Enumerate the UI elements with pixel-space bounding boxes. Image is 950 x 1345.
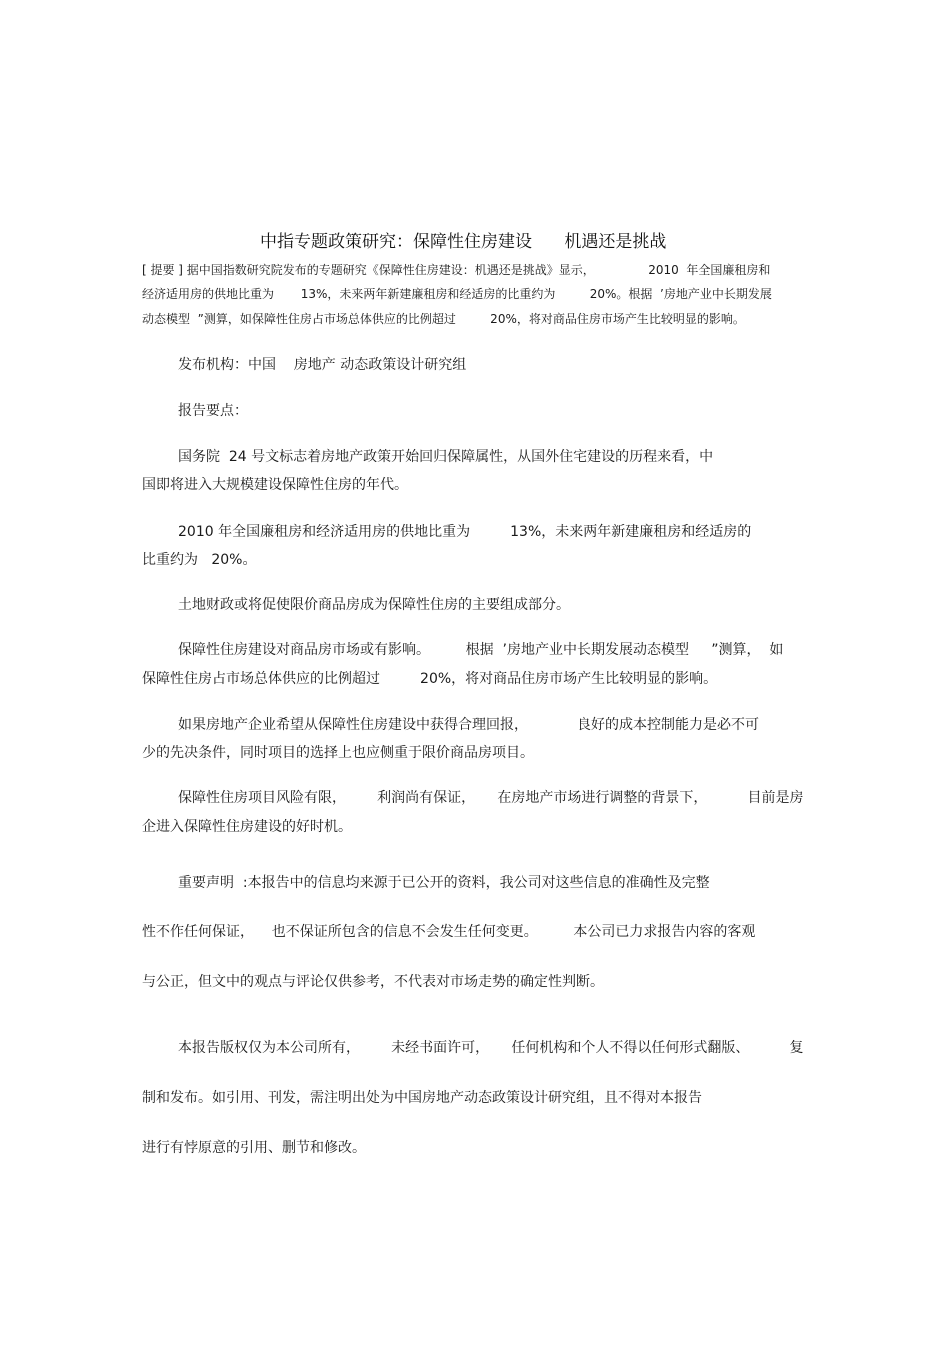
publisher-line: 发布机构：中国 房地产 动态政策设计研究组 bbox=[178, 357, 467, 373]
key-points-heading: 报告要点： bbox=[178, 403, 248, 419]
page-title: 中指专题政策研究：保障性住房建设 机遇还是挑战 bbox=[260, 232, 667, 252]
abstract-line: 经济适用房的供地比重为 13%，未来两年新建廉租房和经适房的比重约为 20%。根据 ’房地产业中长期发展 bbox=[142, 287, 772, 301]
paragraph-line: 保障性住房占市场总体供应的比例超过 20%，将对商品住房市场产生比较明显的影响。 bbox=[142, 671, 718, 687]
paragraph-line: 如果房地产企业希望从保障性住房建设中获得合理回报， 良好的成本控制能力是必不可 bbox=[178, 717, 759, 733]
abstract-line: [ 提要 ] 据中国指数研究院发布的专题研究《保障性住房建设：机遇还是挑战》显示， 2010 年全国廉租房和 bbox=[142, 263, 771, 277]
paragraph-line: 2010 年全国廉租房和经济适用房的供地比重为 13%，未来两年新建廉租房和经适房的 bbox=[178, 524, 752, 540]
paragraph-line: 少的先决条件，同时项目的选择上也应侧重于限价商品房项目。 bbox=[142, 745, 534, 761]
paragraph-line: 企进入保障性住房建设的好时机。 bbox=[142, 819, 352, 835]
paragraph-line: 保障性住房项目风险有限， 利润尚有保证， 在房地产市场进行调整的背景下， 目前是房 bbox=[178, 790, 804, 806]
copyright-line: 制和发布。如引用、刊发，需注明出处为中国房地产动态政策设计研究组，且不得对本报告 bbox=[142, 1090, 702, 1106]
disclaimer-line: 性不作任何保证， 也不保证所包含的信息不会发生任何变更。 本公司已力求报告内容的客观 bbox=[142, 924, 756, 940]
paragraph-line: 国即将进入大规模建设保障性住房的年代。 bbox=[142, 477, 408, 493]
paragraph-line: 保障性住房建设对商品房市场或有影响。 根据 ’房地产业中长期发展动态模型 ”测算， 如 bbox=[178, 642, 784, 658]
paragraph-line: 比重约为 20%。 bbox=[142, 552, 257, 568]
copyright-line: 本报告版权仅为本公司所有， 未经书面许可， 任何机构和个人不得以任何形式翻版、 复 bbox=[178, 1040, 804, 1056]
abstract-line: 动态模型 ”测算，如保障性住房占市场总体供应的比例超过 20%，将对商品住房市场产生比较明显的影响。 bbox=[142, 312, 745, 326]
disclaimer-line: 重要声明 :本报告中的信息均来源于已公开的资料，我公司对这些信息的准确性及完整 bbox=[178, 875, 710, 891]
paragraph-line: 国务院 24 号文标志着房地产政策开始回归保障属性，从国外住宅建设的历程来看，中 bbox=[178, 449, 714, 465]
disclaimer-line: 与公正，但文中的观点与评论仅供参考，不代表对市场走势的确定性判断。 bbox=[142, 974, 604, 990]
paragraph-line: 土地财政或将促使限价商品房成为保障性住房的主要组成部分。 bbox=[178, 597, 570, 613]
copyright-line: 进行有悖原意的引用、删节和修改。 bbox=[142, 1140, 366, 1156]
